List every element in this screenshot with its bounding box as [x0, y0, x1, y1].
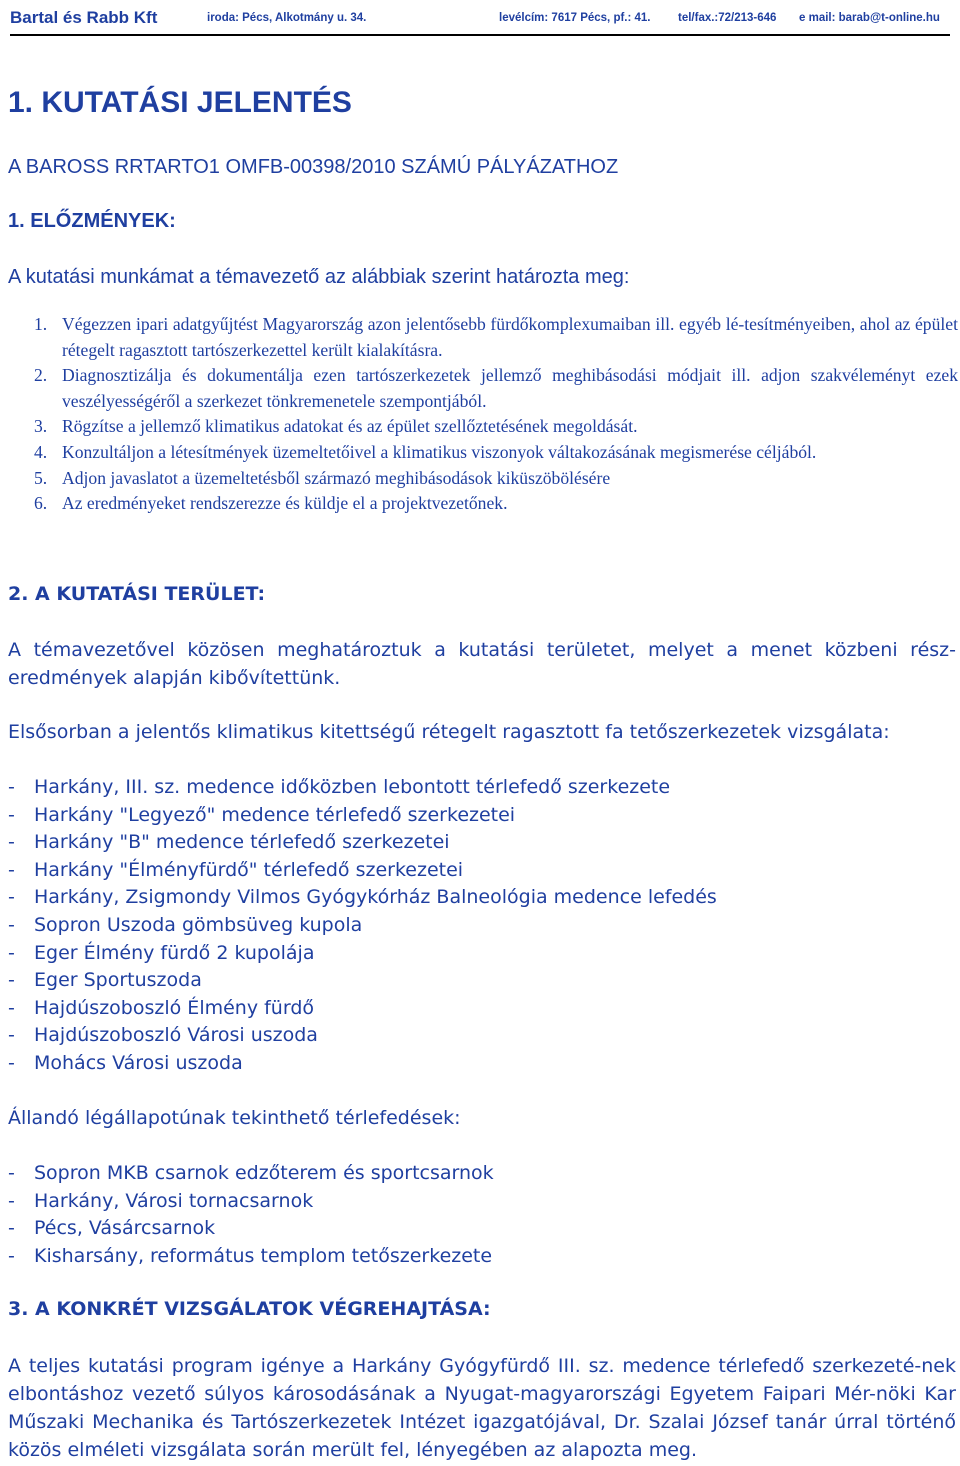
section-2-heading: 2. A KUTATÁSI TERÜLET: [8, 583, 266, 605]
list-item [28, 312, 958, 363]
section-2-paragraph-1: A témavezetővel közösen meghatároztuk a kutatási területet, melyet a menet közbeni rész-eredmények alapján kibővítettünk. [8, 639, 956, 689]
item-number: 4. [34, 441, 48, 462]
section-3-heading: 3. A KONKRÉT VIZSGÁLATOK VÉGREHAJTÁSA: [8, 1298, 491, 1320]
company-name: Bartal és Rabb Kft [10, 8, 158, 27]
section-3-paragraph-1: A teljes kutatási program igénye a Harkány Gyógyfürdő III. sz. medence térlefedő szerkezeté-nek elbontáshoz vezető súlyos károsodásának a Nyugat-magyarországi Egyetem Faipari Mér-nöki Kar Műszaki Mechanika és Tartószerkezetek Intézet igazgatójával, Dr. Szalai József tanár úrral történő közös elméleti vizsgálata során merült fel, lényegében az alapozta meg. [8, 1355, 956, 1461]
list-item: - Harkány "Élményfürdő" térlefedő szerkezetei [8, 858, 464, 881]
item-text: Végezzen ipari adatgyűjtést Magyarország azon jelentősebb fürdőkomplexumaiban ill. egyéb lé-tesítményeiben, ahol az épület rétegelt ragasztott tartószerkezettel került kialakításra. [62, 314, 958, 360]
item-text: Konzultáljon a létesítmények üzemeltetőivel a klimatikus viszonyok váltakozásának megismerése céljából. [62, 441, 817, 462]
list-item [28, 363, 958, 414]
item-number: 1. [34, 314, 48, 334]
item-text: Adjon javaslatot a üzemeltetésből származó meghibásodások kiküszöbölésére [62, 467, 611, 488]
item-text: Diagnosztizálja és dokumentálja ezen tartószerkezetek jellemző meghibásodási módjait ill. adjon szakvéleményt ezek veszélyességéről a szerkezet tönkremenetele szempontjából. [62, 365, 958, 411]
list-item: - Sopron MKB csarnok edzőterem és sportcsarnok [8, 1162, 494, 1184]
page-title: 1. KUTATÁSI JELENTÉS [8, 86, 352, 119]
page-subtitle: A BAROSS RRTARTO1 OMFB-00398/2010 SZÁMÚ PÁLYÁZATHOZ [8, 156, 619, 178]
list-item: - Eger Sportuszoda [8, 969, 202, 992]
list-item: - Sopron Uszoda gömbsüveg kupola [8, 913, 363, 936]
list-item [28, 440, 958, 466]
list-item: - Kisharsány, református templom tetőszerkezete [8, 1244, 493, 1267]
list-item: - Mohács Városi uszoda [8, 1051, 243, 1074]
item-text: Rögzítse a jellemző klimatikus adatokat és az épület szellőztetésének megoldását. [62, 416, 638, 437]
tel-fax: tel/fax.:72/213-646 [678, 12, 777, 24]
office-address: iroda: Pécs, Alkotmány u. 34. [207, 12, 367, 24]
list-item [28, 414, 958, 440]
facility-list-2 [8, 1160, 948, 1270]
section-2-paragraph-2: Elsősorban a jelentős klimatikus kitettségű rétegelt ragasztott fa tetőszerkezetek vizsgálata: [8, 721, 890, 743]
list-item: - Hajdúszoboszló Élmény fürdő [8, 996, 315, 1019]
list-item [28, 466, 958, 492]
list-item: - Harkány, III. sz. medence időközben lebontott térlefedő szerkezete [8, 776, 671, 798]
list-item [28, 491, 958, 517]
postal-address: levélcím: 7617 Pécs, pf.: 41. [499, 12, 651, 24]
list-item: - Harkány "Legyező" medence térlefedő szerkezetei [8, 803, 516, 826]
section-2-paragraph-3: Állandó légállapotúnak tekinthető térlefedések: [8, 1107, 461, 1129]
item-text: Az eredményeket rendszerezze és küldje el a projektvezetőnek. [62, 493, 508, 514]
list-item: - Pécs, Vásárcsarnok [8, 1217, 216, 1240]
item-number: 3. [34, 416, 48, 437]
section-1-heading: 1. ELŐZMÉNYEK: [8, 210, 176, 232]
list-item: - Hajdúszoboszló Városi uszoda [8, 1024, 318, 1047]
item-number: 2. [34, 365, 48, 386]
facility-list-1 [8, 774, 948, 1078]
item-number: 5. [34, 467, 48, 488]
list-item: - Harkány, Városi tornacsarnok [8, 1189, 314, 1212]
list-item: - Eger Élmény fürdő 2 kupolája [8, 941, 315, 964]
email-address: e mail: barab@t-online.hu [799, 12, 940, 24]
section-1-intro: A kutatási munkámat a témavezető az alábbiak szerint határozta meg: [8, 266, 630, 288]
task-list [28, 312, 958, 517]
list-item: - Harkány, Zsigmondy Vilmos Gyógykórház Balneológia medence lefedés [8, 886, 717, 909]
item-number: 6. [34, 493, 48, 514]
list-item: - Harkány "B" medence térlefedő szerkezetei [8, 831, 450, 854]
letterhead [10, 6, 950, 36]
